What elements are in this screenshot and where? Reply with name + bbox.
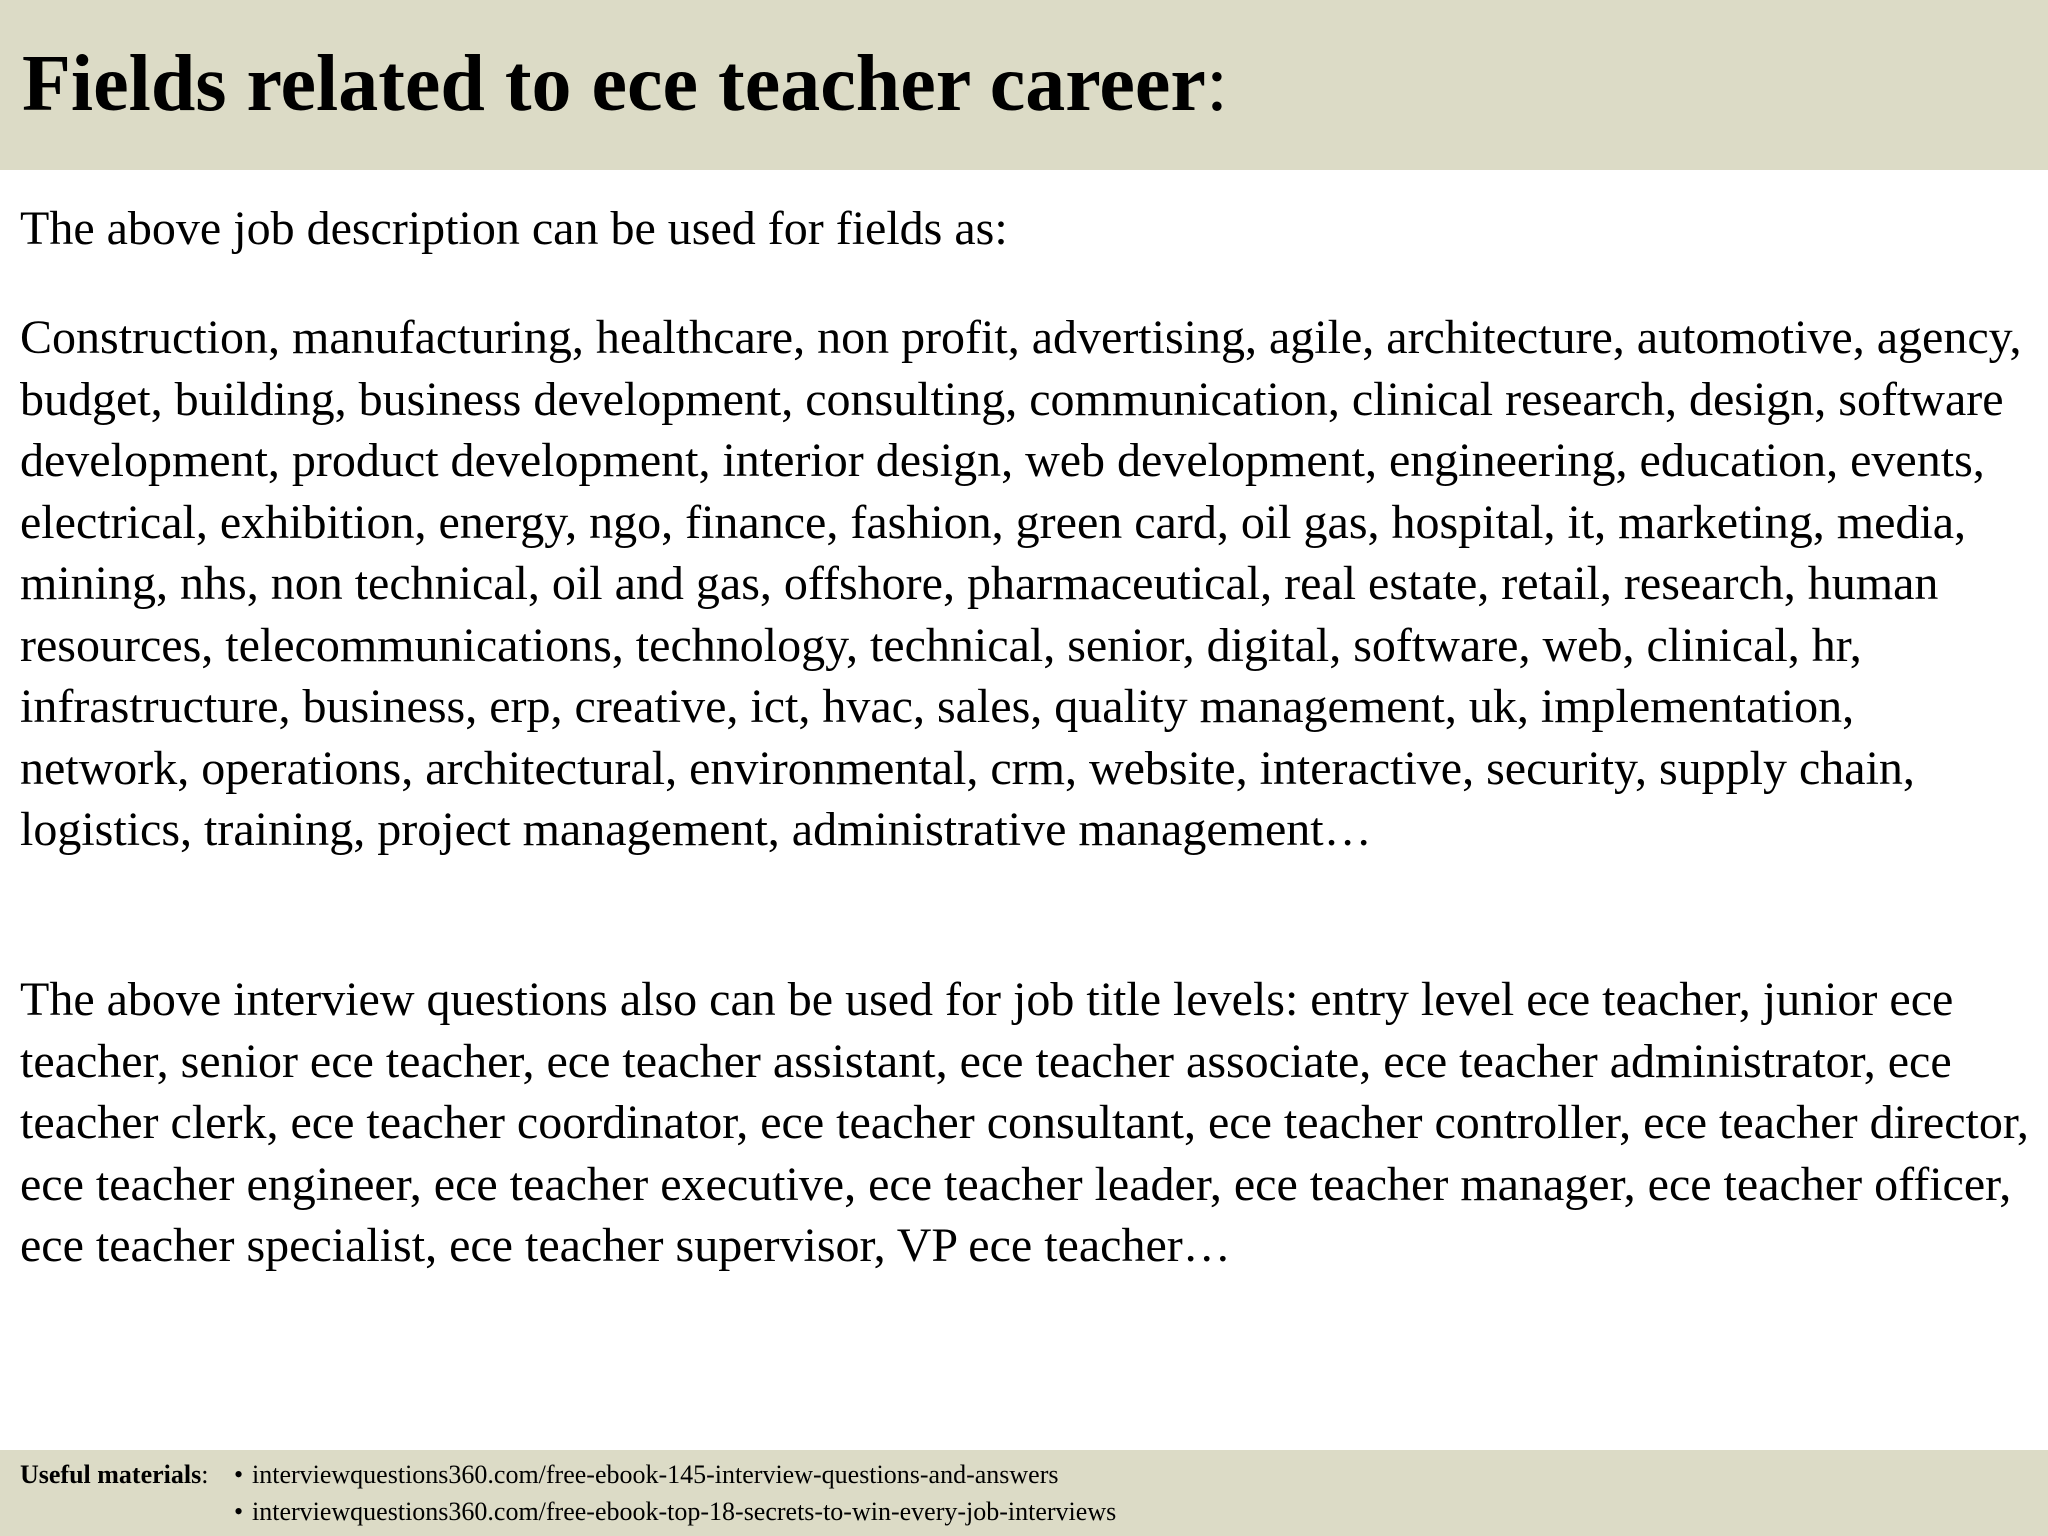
fields-paragraph: Construction, manufacturing, healthcare, non profit, advertising, agile, architecture, automotive, agency, budget, building, business development, consulting, communication, clinical research, design, software development, product development, interior design, web development, engineering, education, events, electrical, exhibition, energy, ngo, finance, fashion, green card, oil gas, hospital, it, marketing, media, mining, nhs, non technical, oil and gas, offshore, pharmaceutical, real estate, retail, research, human resources, telecommunications, technology, technical, senior, digital, software, web, clinical, hr, infrastructure, business, erp, creative, ict, hvac, sales, quality management, uk, implementation, network, operations, architectural, environmental, crm, website, interactive, security, supply chain, logistics, training, project management, administrative management…: [20, 311, 2022, 856]
useful-material-item: [234, 1456, 1116, 1493]
slide-title-colon: :: [1205, 40, 1229, 128]
bullet-icon: •: [234, 1497, 244, 1526]
bullet-icon: •: [234, 1460, 244, 1489]
useful-materials-label: [20, 1456, 208, 1493]
useful-material-link[interactable]: interviewquestions360.com/free-ebook-top-18-secrets-to-win-every-job-interviews: [252, 1497, 1117, 1526]
useful-material-item: [234, 1493, 1116, 1530]
job-levels-paragraph: The above interview questions also can be used for job title levels: entry level ece teacher, junior ece teacher, senior ece teacher, ece teacher assistant, ece teacher associate, ece teacher administrator, ece teacher clerk, ece teacher coordinator, ece teacher consultant, ece teacher controller, ece teacher director, ece teacher engineer, ece teacher executive, ece teacher leader, ece teacher manager, ece teacher officer, ece teacher specialist, ece teacher supervisor, VP ece teacher…: [20, 973, 2029, 1272]
slide-title: [22, 40, 1228, 128]
useful-material-link[interactable]: interviewquestions360.com/free-ebook-145-interview-questions-and-answers: [252, 1460, 1059, 1489]
intro-text: The above job description can be used for fields as:: [20, 202, 1008, 255]
useful-materials-label-colon: :: [201, 1460, 209, 1489]
useful-materials-list: [234, 1456, 1116, 1530]
useful-materials-label-text: Useful materials: [20, 1460, 202, 1489]
slide-title-text: Fields related to ece teacher career: [22, 40, 1206, 128]
